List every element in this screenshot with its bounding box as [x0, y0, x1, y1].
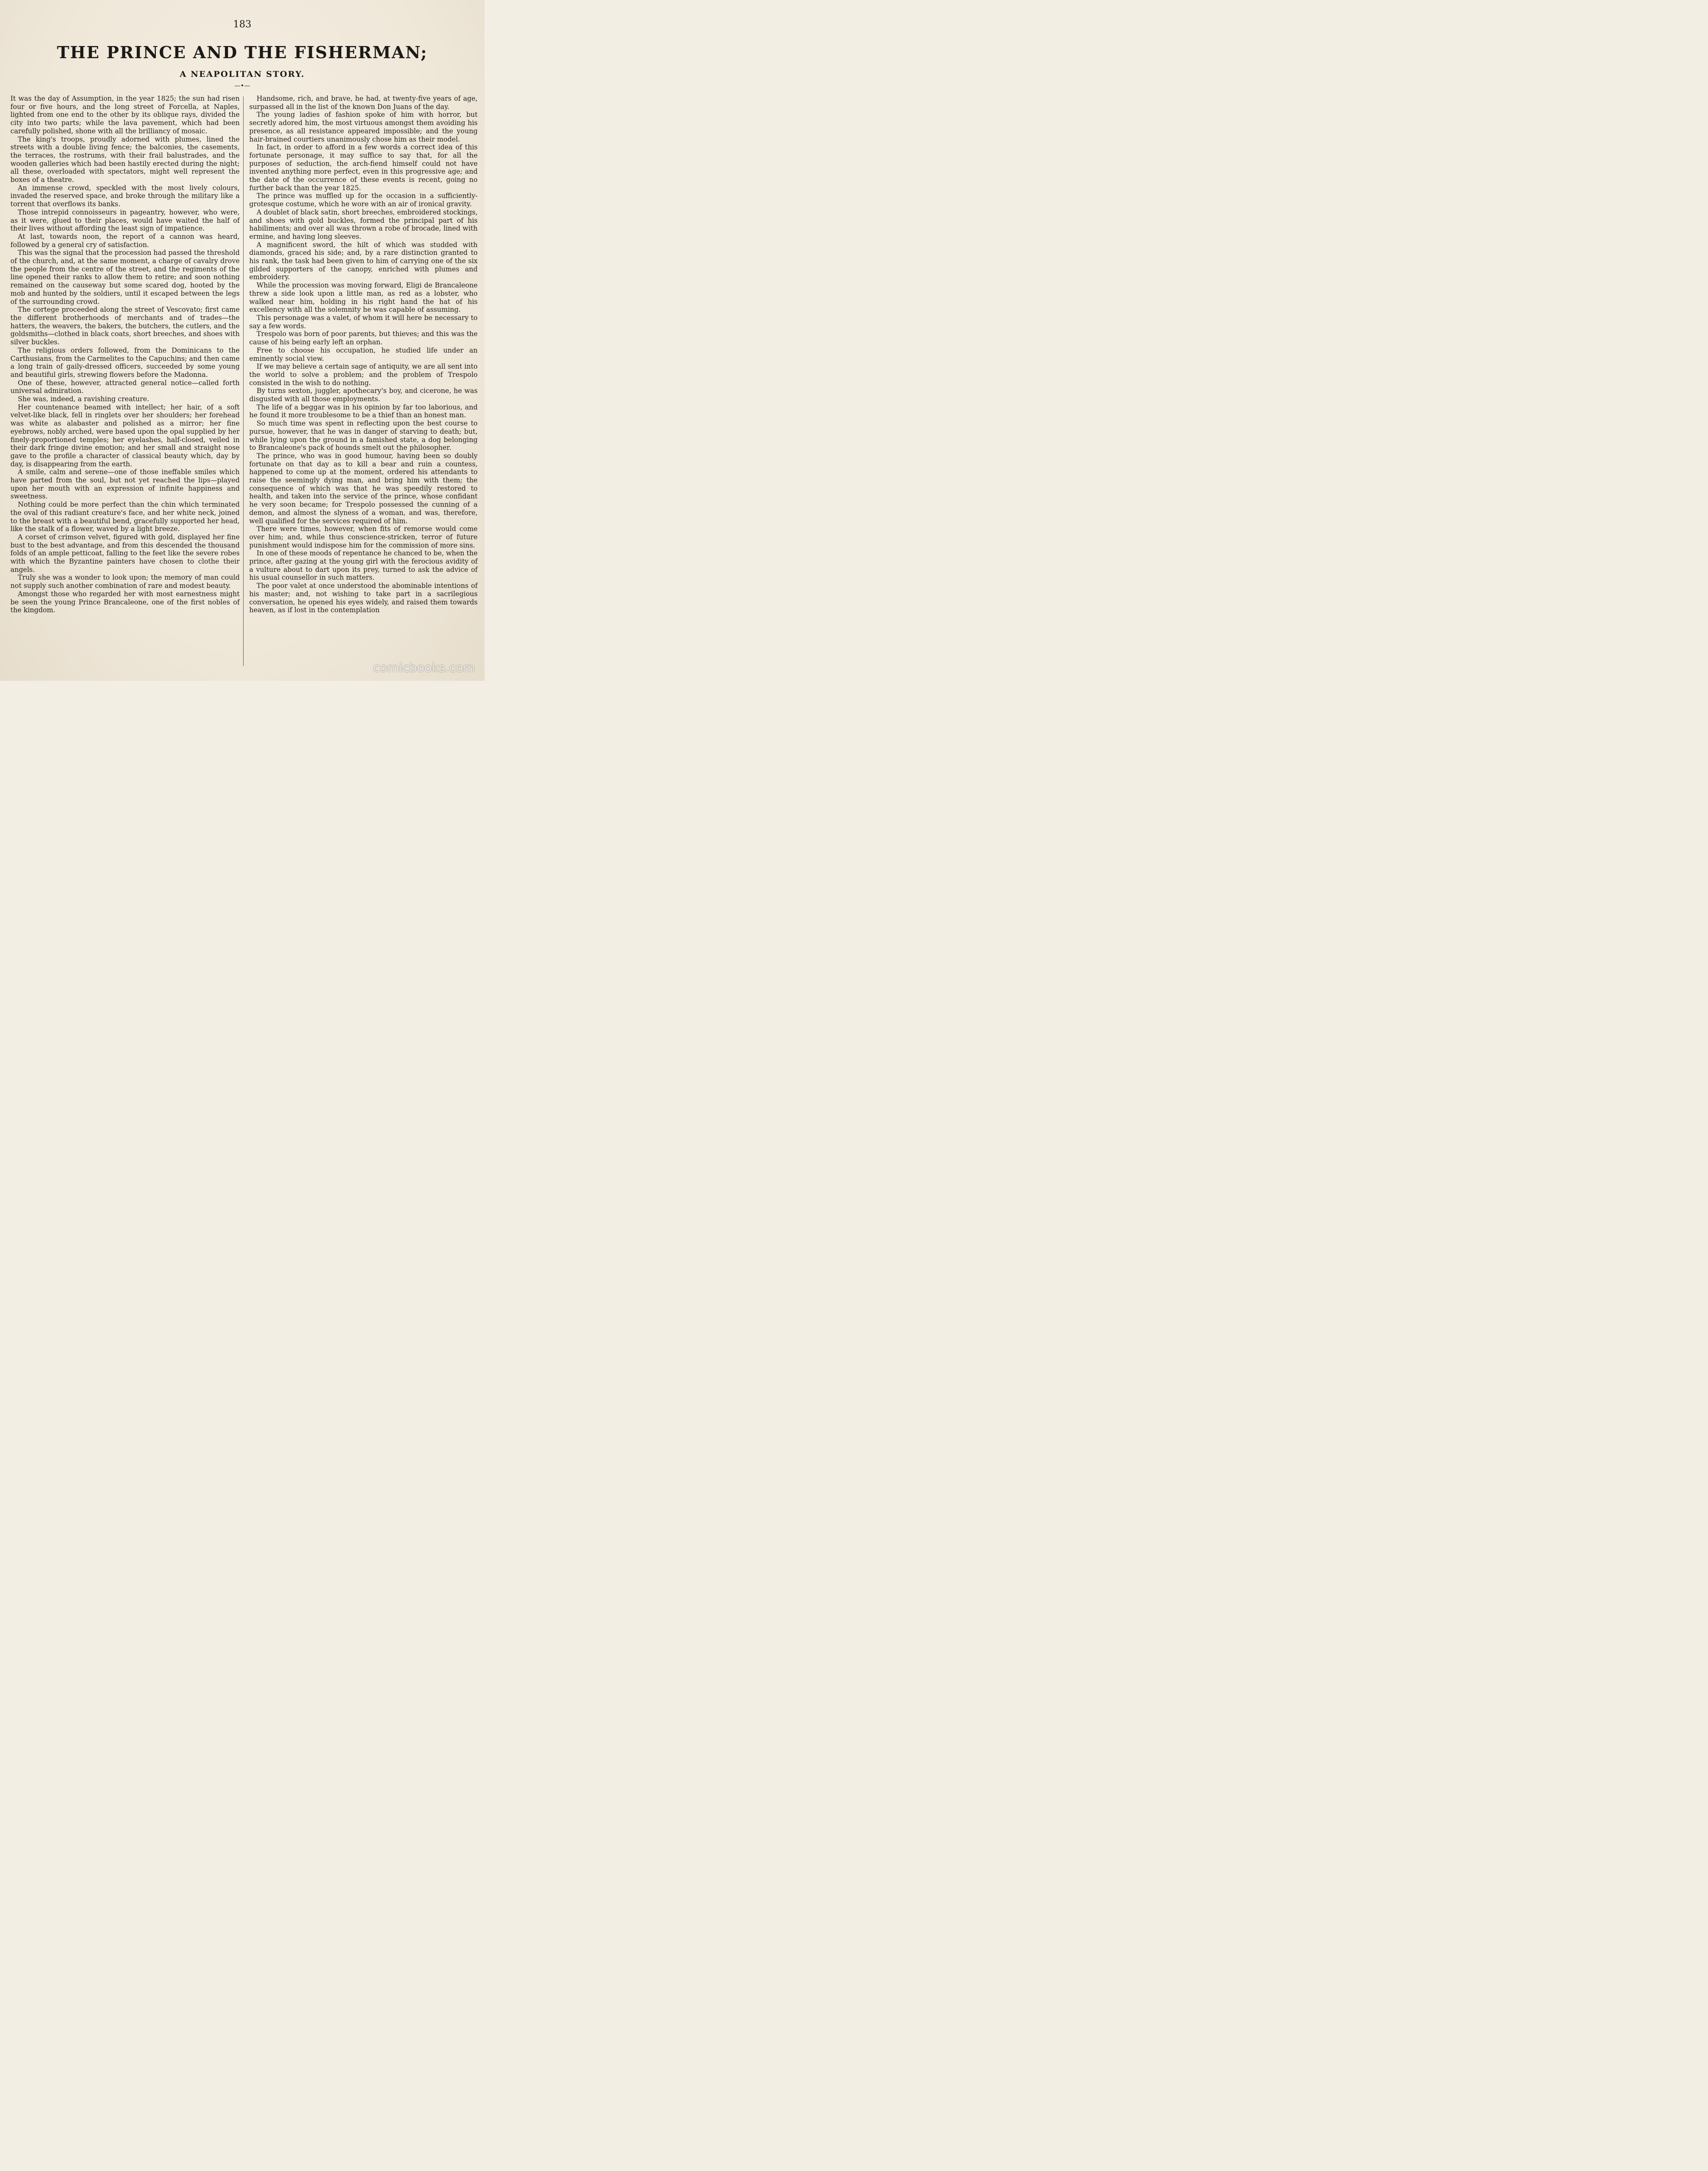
story-title: THE PRINCE AND THE FISHERMAN;: [57, 43, 428, 62]
paragraph: The cortege proceeded along the street of Vescovato; first came the different brotherhoods of merchants and of trades—the hatters, the weavers, the bakers, the butchers, the cutlers, and the goldsmiths—clothed in black coats, short breeches, and shoes with silver buckles.: [10, 306, 240, 346]
right-text-column: [249, 95, 478, 614]
paragraph: An immense crowd, speckled with the most lively colours, invaded the reserved space, and broke through the military like a torrent that overflows its banks.: [10, 184, 240, 208]
paragraph: Handsome, rich, and brave, he had, at twenty-five years of age, surpassed all in the list of the known Don Juans of the day.: [249, 95, 478, 111]
paragraph: Trespolo was born of poor parents, but thieves; and this was the cause of his being early left an orphan.: [249, 330, 478, 346]
paragraph: Free to choose his occupation, he studied life under an eminently social view.: [249, 346, 478, 363]
paragraph: A corset of crimson velvet, figured with gold, displayed her fine bust to the best advantage, and from this descended the thousand folds of an ample petticoat, falling to the feet like the severe robes with which the Byzantine painters have chosen to clothe their angels.: [10, 533, 240, 574]
paragraph: The king's troops, proudly adorned with plumes, lined the streets with a double living fence; the balconies, the casements, the terraces, the rostrums, with their frail balustrades, and the wooden galleries which had been hastily erected during the night; all these, overloaded with spectators, might well represent the boxes of a theatre.: [10, 135, 240, 184]
paragraph: Her countenance beamed with intellect; her hair, of a soft velvet-like black, fell in ringlets over her shoulders; her forehead was white as alabaster and polished as a mirror; her fine eyebrows, nobly arched, were based upon the opal supplied by her finely-proportioned temples; her eyelashes, half-closed, veiled in their dark fringe divine emotion; and her small and straight nose gave to the profile a character of classical beauty which, day by day, is disappearing from the earth.: [10, 403, 240, 468]
paragraph: A smile, calm and serene—one of those ineffable smiles which have parted from the soul, but not yet reached the lips—played upon her mouth with an expression of infinite happiness and sweetness.: [10, 468, 240, 501]
paragraph: This was the signal that the procession had passed the threshold of the church, and, at the same moment, a charge of cavalry drove the people from the centre of the street, and the regiments of the line opened their ranks to allow them to retire; and soon nothing remained on the causeway but some scared dog, hooted by the mob and hunted by the soldiers, until it escaped between the legs of the surrounding crowd.: [10, 249, 240, 306]
page-number: 183: [233, 19, 251, 30]
paragraph: At last, towards noon, the report of a cannon was heard, followed by a general cry of satisfaction.: [10, 232, 240, 249]
paragraph: The young ladies of fashion spoke of him with horror, but secretly adored him, the most virtuous amongst them avoiding his presence, as all resistance appeared impossible; and the young hair-brained courtiers unanimously chose him as their model.: [249, 111, 478, 143]
paragraph: She was, indeed, a ravishing creature.: [18, 395, 149, 403]
paragraph: It was the day of Assumption, in the year 1825; the sun had risen four or five hours, and the long street of Forcella, at Naples, lighted from one end to the other by its oblique rays, divided the city into two parts; while the lava pavement, which had been carefully polished, shone with all the brilliancy of mosaic.: [10, 95, 240, 135]
paragraph: There were times, however, when fits of remorse would come over him; and, while thus conscience-stricken, terror of future punishment would indispose him for the commission of more sins.: [249, 525, 478, 549]
paragraph: In fact, in order to afford in a few words a correct idea of this fortunate personage, it may suffice to say that, for all the purposes of seduction, the arch-fiend himself could not have invented anything more perfect, even in this progressive age; and the date of the occurrence of these events is recent, going no further back than the year 1825.: [249, 143, 478, 192]
paragraph: Truly she was a wonder to look upon; the memory of man could not supply such another combination of rare and modest beauty.: [10, 574, 240, 590]
paragraph: Nothing could be more perfect than the chin which terminated the oval of this radiant creature's face, and her white neck, joined to the breast with a beautiful bend, gracefully supported her head, like the stalk of a flower, waved by a light breeze.: [10, 501, 240, 533]
paragraph: By turns sexton, juggler, apothecary's boy, and cicerone, he was disgusted with all those employments.: [249, 387, 478, 403]
paragraph: Those intrepid connoisseurs in pageantry, however, who were, as it were, glued to their places, would have waited the half of their lives without affording the least sign of impatience.: [10, 208, 240, 233]
paragraph: The prince was muffled up for the occasion in a sufficiently-grotesque costume, which he wore with an air of ironical gravity.: [249, 192, 478, 208]
paragraph: If we may believe a certain sage of antiquity, we are all sent into the world to solve a problem; and the problem of Trespolo consisted in the wish to do nothing.: [249, 363, 478, 387]
left-text-column: [10, 95, 240, 614]
story-subtitle: A NEAPOLITAN STORY.: [179, 69, 305, 79]
column-divider: [243, 96, 244, 666]
paragraph: One of these, however, attracted general notice—called forth universal admiration.: [10, 379, 240, 395]
paragraph: The prince, who was in good humour, having been so doubly fortunate on that day as to kill a bear and ruin a countess, happened to come up at the moment, ordered his attendants to raise the seemingly dying man, and bring him with them; the consequence of which was that he was speedily restored to health, and taken into the service of the prince, whose confidant he very soon became; for Trespolo possessed the cunning of a demon, and almost the slyness of a woman, and was, therefore, well qualified for the services required of him.: [249, 452, 478, 525]
paragraph: The life of a beggar was in his opinion by far too laborious, and he found it more troublesome to be a thief than an honest man.: [249, 403, 478, 419]
book-page: [0, 0, 485, 681]
paragraph: The poor valet at once understood the abominable intentions of his master; and, not wishing to take part in a sacrilegious conversation, he opened his eyes widely, and raised them towards heaven, as if lost in the contemplation: [249, 582, 478, 614]
paragraph: A doublet of black satin, short breeches, embroidered stockings, and shoes with gold buckles, formed the principal part of his habiliments; and over all was thrown a robe of brocade, lined with ermine, and having long sleeves.: [249, 208, 478, 241]
paragraph: Amongst those who regarded her with most earnestness might be seen the young Prince Brancaleone, one of the first nobles of the kingdom.: [10, 590, 240, 614]
paragraph: So much time was spent in reflecting upon the best course to pursue, however, that he was in danger of starving to death; but, while lying upon the ground in a famished state, a dog belonging to Brancaleone's pack of hounds smelt out the philosopher.: [249, 419, 478, 452]
paragraph: The religious orders followed, from the Dominicans to the Carthusians, from the Carmelites to the Capuchins; and then came a long train of gaily-dressed officers, succeeded by some young and beautiful girls, strewing flowers before the Madonna.: [10, 346, 240, 379]
paragraph: In one of these moods of repentance he chanced to be, when the prince, after gazing at the young girl with the ferocious avidity of a vulture about to dart upon its prey, turned to ask the advice of his usual counsellor in such matters.: [249, 549, 478, 582]
watermark-logo: comicbooks.com: [373, 660, 475, 675]
paragraph: While the procession was moving forward, Eligi de Brancaleone threw a side look upon a little man, as red as a lobster, who walked near him, holding in his right hand the hat of his excellency with all the solemnity he was capable of assuming.: [249, 281, 478, 314]
paragraph: A magnificent sword, the hilt of which was studded with diamonds, graced his side; and, by a rare distinction granted to his rank, the task had been given to him of carrying one of the six gilded supporters of the canopy, enriched with plumes and embroidery.: [249, 241, 478, 281]
paragraph: This personage was a valet, of whom it will here be necessary to say a few words.: [249, 313, 478, 330]
title-ornament: —•—: [234, 82, 251, 89]
